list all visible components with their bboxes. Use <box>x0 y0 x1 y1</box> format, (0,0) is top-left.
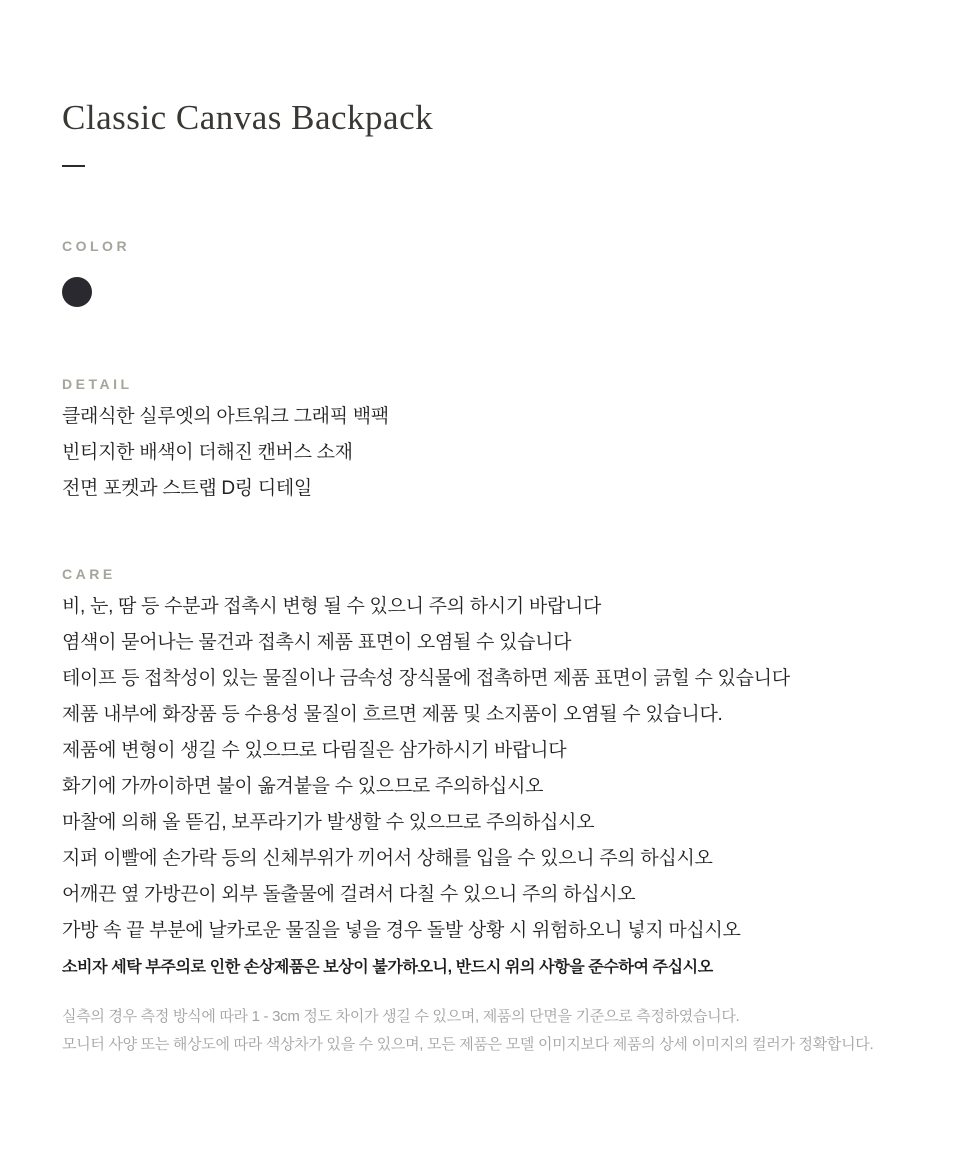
disclaimer-line: 실측의 경우 측정 방식에 따라 1 - 3cm 정도 차이가 생길 수 있으며, 제품의 단면을 기준으로 측정하였습니다. <box>62 1008 740 1025</box>
care-line: 마찰에 의해 올 뜯김, 보푸라기가 발생할 수 있으므로 주의하십시오 <box>62 812 595 833</box>
care-line: 염색이 묻어나는 물건과 접촉시 제품 표면이 오염될 수 있습니다 <box>62 632 572 653</box>
care-section-label: CARE <box>62 566 116 582</box>
care-warning-note: 소비자 세탁 부주의로 인한 손상제품은 보상이 불가하오니, 반드시 위의 사항을 준수하여 주십시오 <box>62 959 713 976</box>
care-line: 제품 내부에 화장품 등 수용성 물질이 흐르면 제품 및 소지품이 오염될 수 있습니다. <box>62 704 723 725</box>
color-swatch-black[interactable] <box>62 277 92 307</box>
disclaimer-line: 모니터 사양 또는 해상도에 따라 색상차가 있을 수 있으며, 모든 제품은 모델 이미지보다 제품의 상세 이미지의 컬러가 정확합니다. <box>62 1036 874 1053</box>
disclaimer-notes <box>62 1003 900 1059</box>
detail-line: 빈티지한 배색이 더해진 캔버스 소재 <box>62 442 353 463</box>
care-lines <box>62 589 900 949</box>
product-title: Classic Canvas Backpack <box>62 98 434 137</box>
detail-lines <box>62 399 900 507</box>
detail-line: 전면 포켓과 스트랩 D링 디테일 <box>62 478 312 499</box>
detail-line: 클래식한 실루엣의 아트워크 그래픽 백팩 <box>62 406 389 427</box>
care-line: 어깨끈 옆 가방끈이 외부 돌출물에 걸려서 다칠 수 있으니 주의 하십시오 <box>62 884 636 905</box>
care-line: 화기에 가까이하면 불이 옮겨붙을 수 있으므로 주의하십시오 <box>62 776 544 797</box>
care-line: 가방 속 끝 부분에 날카로운 물질을 넣을 경우 돌발 상황 시 위험하오니 넣지 마십시오 <box>62 920 741 941</box>
color-section-label: COLOR <box>62 238 131 254</box>
care-line: 지퍼 이빨에 손가락 등의 신체부위가 끼어서 상해를 입을 수 있으니 주의 하십시오 <box>62 848 713 869</box>
detail-section-label: DETAIL <box>62 376 133 392</box>
care-line: 테이프 등 접착성이 있는 물질이나 금속성 장식물에 접촉하면 제품 표면이 긁힐 수 있습니다 <box>62 668 790 689</box>
title-divider <box>62 165 85 167</box>
care-line: 제품에 변형이 생길 수 있으므로 다림질은 삼가하시기 바랍니다 <box>62 740 567 761</box>
care-line: 비, 눈, 땀 등 수분과 접촉시 변형 될 수 있으니 주의 하시기 바랍니다 <box>62 596 602 617</box>
